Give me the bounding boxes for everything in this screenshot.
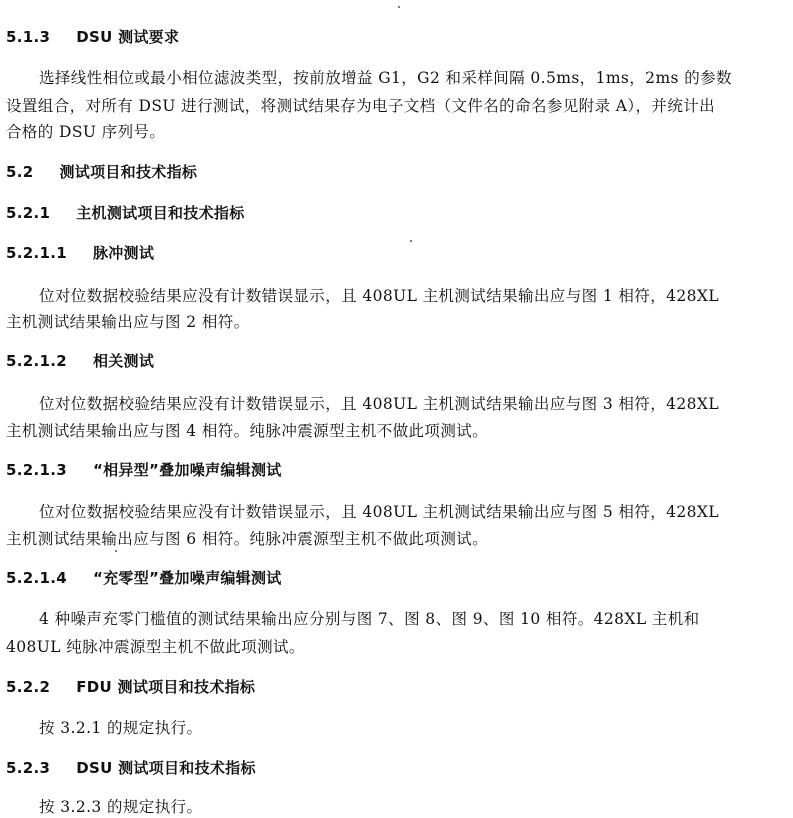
heading-number: 5.2 [6, 163, 34, 181]
heading-title: FDU 测试项目和技术指标 [76, 678, 256, 696]
paragraph-line: 4 种噪声充零门槛值的测试结果输出应分别与图 7、图 8、图 9、图 10 相符。428XL 主机和 [39, 610, 700, 628]
heading-5-1-3 [6, 27, 179, 47]
heading-number: 5.2.1.1 [6, 244, 67, 262]
heading-5-2-1 [6, 203, 245, 223]
heading-title: 测试项目和技术指标 [59, 163, 198, 181]
heading-number: 5.2.1 [6, 204, 51, 222]
heading-5-2-3 [6, 758, 256, 778]
heading-number: 5.2.1.2 [6, 352, 67, 370]
paragraph-line: 设置组合，对所有 DSU 进行测试，将测试结果存为电子文档（文件名的命名参见附录 A），并统计出 [6, 97, 716, 115]
paragraph-line: 位对位数据校验结果应没有计数错误显示，且 408UL 主机测试结果输出应与图 1 相符，428XL [39, 287, 720, 305]
paragraph-line: 合格的 DSU 序列号。 [6, 123, 166, 141]
heading-5-2-1-3 [6, 460, 282, 480]
heading-number: 5.1.3 [6, 28, 51, 46]
heading-title: 脉冲测试 [92, 244, 155, 262]
heading-5-2-1-4 [6, 568, 282, 588]
heading-number: 5.2.1.4 [6, 569, 67, 587]
paragraph-line: 主机测试结果输出应与图 6 相符。纯脉冲震源型主机不做此项测试。 [6, 530, 489, 548]
heading-title: DSU 测试项目和技术指标 [76, 759, 256, 777]
heading-5-2-2 [6, 677, 255, 697]
paragraph-line: 按 3.2.3 的规定执行。 [39, 798, 203, 816]
heading-5-2 [6, 162, 197, 182]
paragraph-line: 位对位数据校验结果应没有计数错误显示，且 408UL 主机测试结果输出应与图 3 相符，428XL [39, 395, 720, 413]
paragraph-line: 按 3.2.1 的规定执行。 [39, 719, 203, 737]
heading-5-2-1-1 [6, 243, 154, 263]
paragraph-line: 主机测试结果输出应与图 2 相符。 [6, 313, 250, 331]
heading-title: “相异型”叠加噪声编辑测试 [92, 461, 282, 479]
heading-title: 主机测试项目和技术指标 [76, 204, 245, 222]
paragraph-line: 主机测试结果输出应与图 4 相符。纯脉冲震源型主机不做此项测试。 [6, 422, 489, 440]
paragraph-line: 选择线性相位或最小相位滤波类型，按前放增益 G1，G2 和采样间隔 0.5ms，1ms，2ms 的参数 [39, 69, 732, 87]
scan-speck [115, 550, 117, 552]
heading-5-2-1-2 [6, 351, 154, 371]
heading-title: 相关测试 [92, 352, 155, 370]
heading-title: DSU 测试要求 [76, 28, 180, 46]
scan-speck [398, 6, 400, 8]
paragraph-line: 位对位数据校验结果应没有计数错误显示，且 408UL 主机测试结果输出应与图 5 相符，428XL [39, 503, 720, 521]
paragraph-line: 408UL 纯脉冲震源型主机不做此项测试。 [6, 638, 305, 656]
heading-title: “充零型”叠加噪声编辑测试 [92, 569, 282, 587]
heading-number: 5.2.3 [6, 759, 51, 777]
heading-number: 5.2.2 [6, 678, 51, 696]
scan-speck [410, 240, 412, 242]
heading-number: 5.2.1.3 [6, 461, 67, 479]
